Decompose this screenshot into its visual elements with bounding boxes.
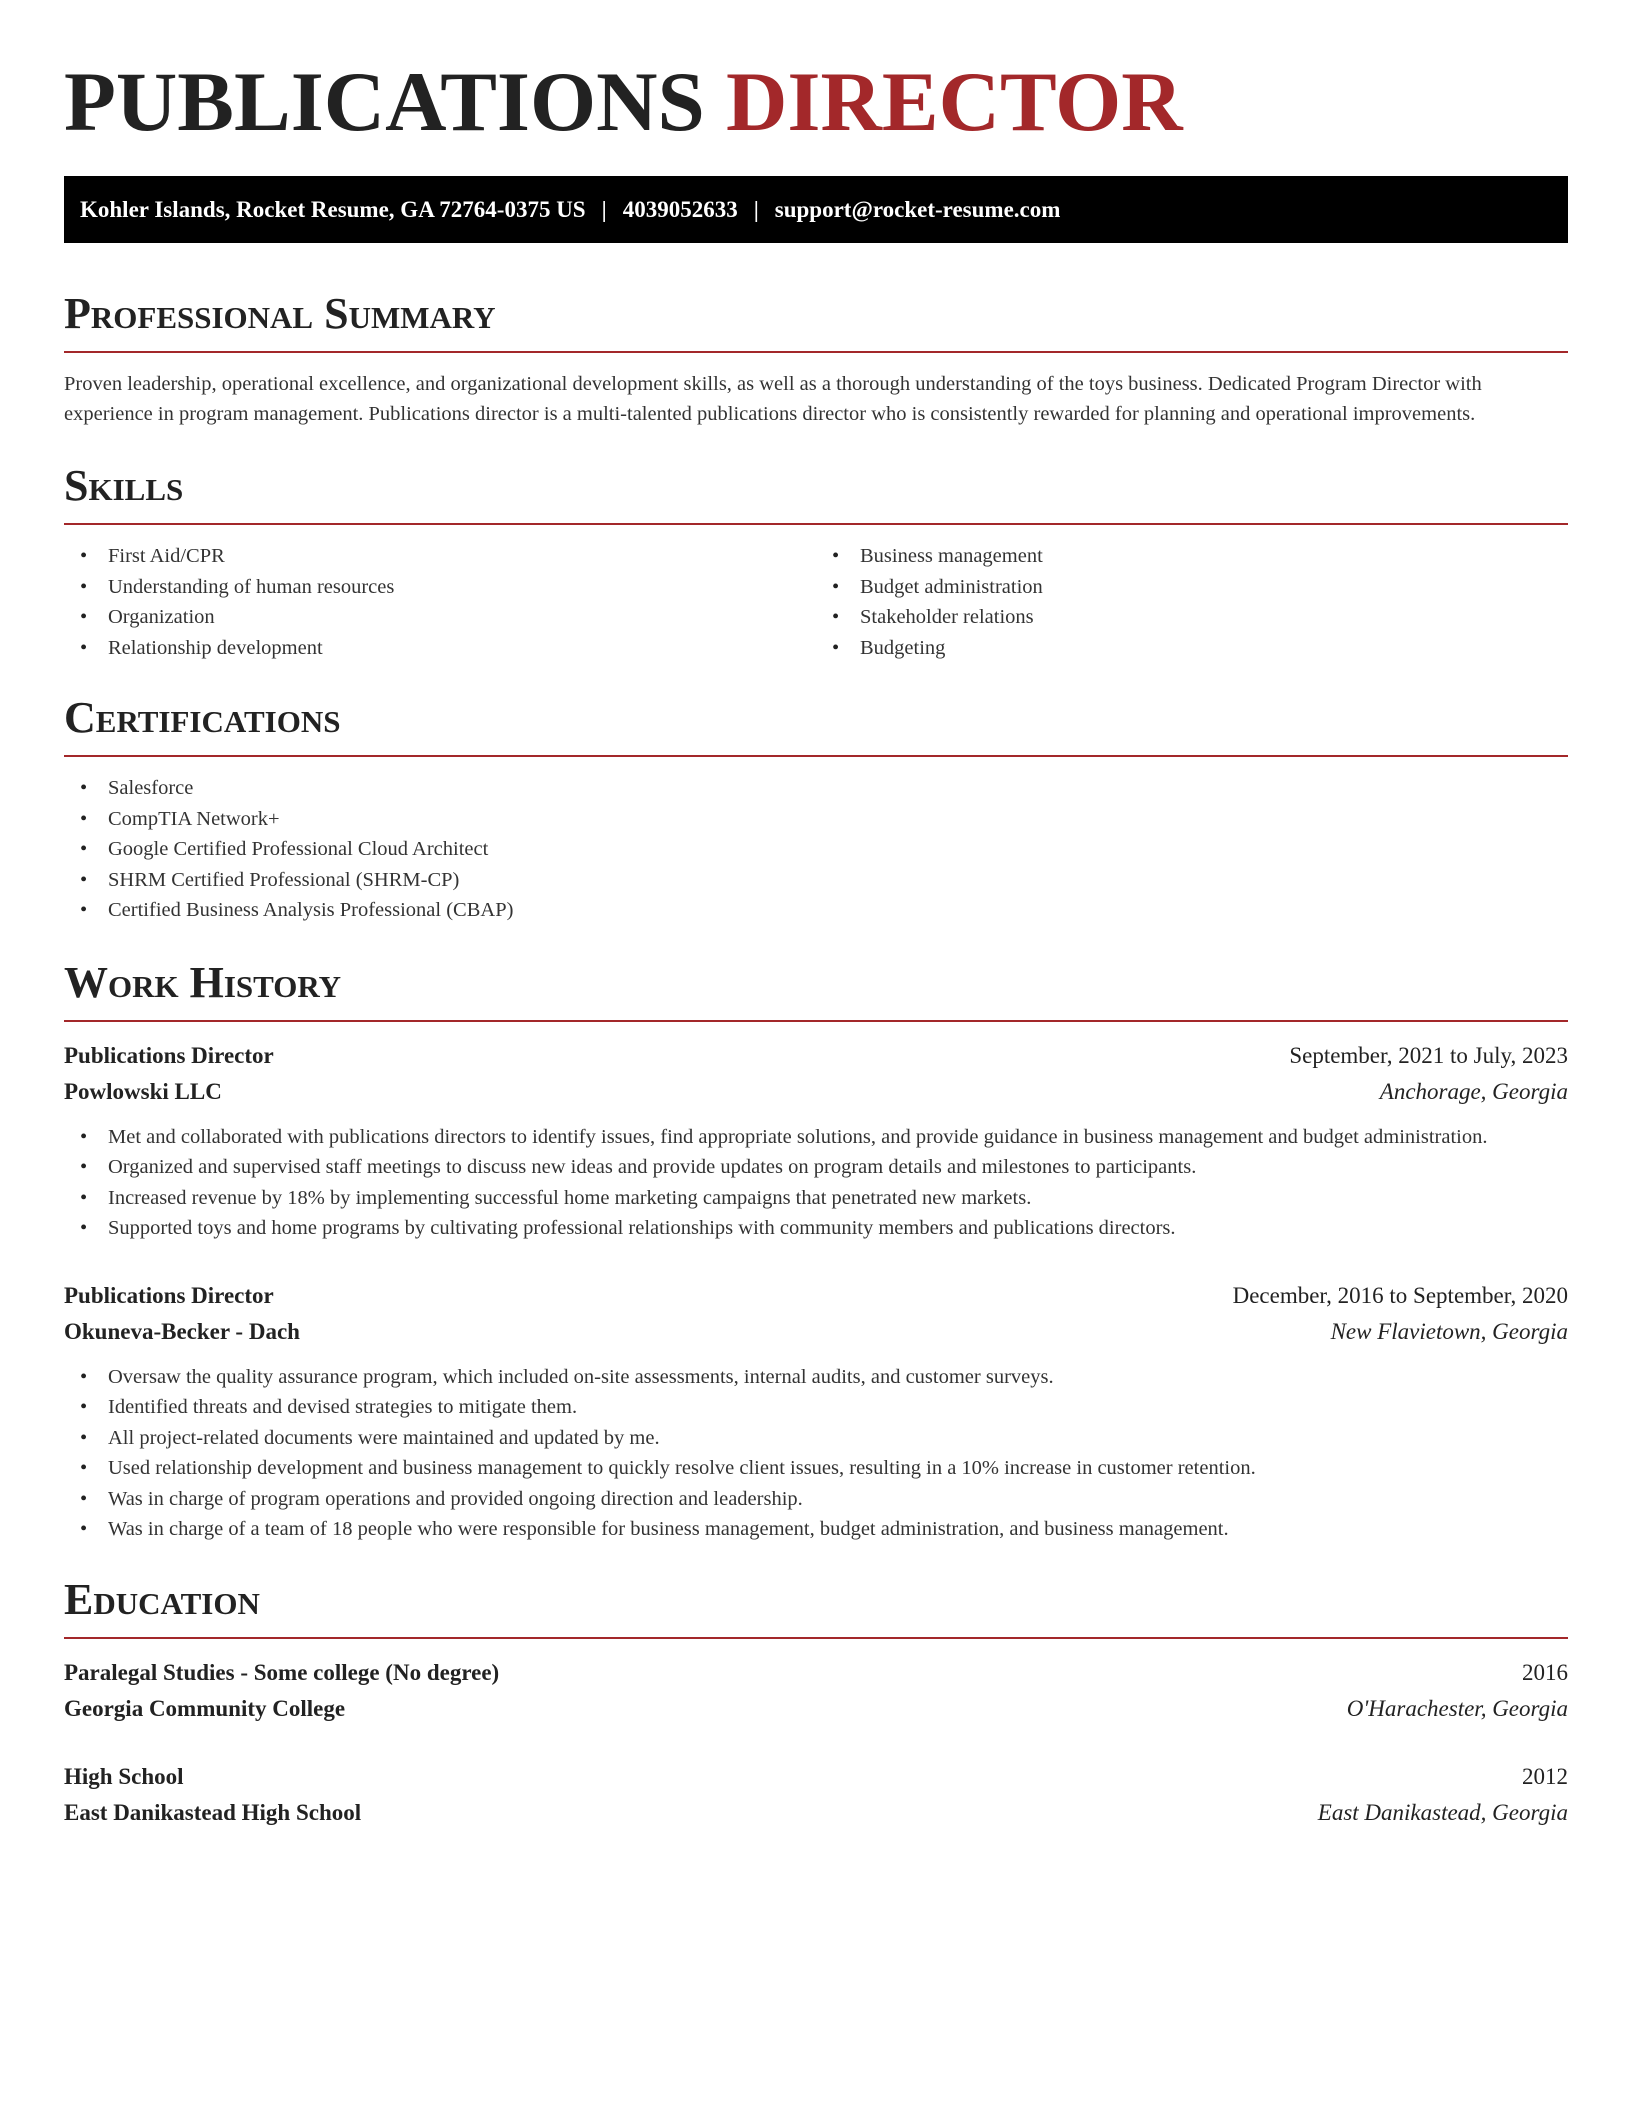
education-header-row (64, 1759, 1568, 1795)
education-heading: Education (64, 1573, 1568, 1639)
certification-item: • CompTIA Network+ (64, 804, 1568, 835)
skills-grid (64, 541, 1568, 663)
skills-heading: Skills (64, 459, 1568, 525)
contact-bar (64, 176, 1568, 243)
skill-item: • Relationship development (64, 633, 816, 664)
job-bullet: • Oversaw the quality assurance program, which included on-site assessments, internal audits, and customer surveys. (64, 1362, 1568, 1393)
education-degree: High School (64, 1763, 184, 1789)
job-company-row (64, 1074, 1568, 1110)
education-location: East Danikastead, Georgia (1317, 1799, 1568, 1825)
education-year: 2012 (1522, 1763, 1568, 1789)
job-company-row (64, 1314, 1568, 1350)
title-part-2: DIRECTOR (726, 55, 1183, 149)
skill-item: • First Aid/CPR (64, 541, 816, 572)
job-location: Anchorage, Georgia (1379, 1078, 1568, 1104)
skill-item: • Budgeting (816, 633, 1568, 664)
work-history-heading: Work History (64, 956, 1568, 1022)
contact-phone: 4039052633 (622, 196, 738, 222)
education-school: East Danikastead High School (64, 1799, 362, 1825)
education-school-row (64, 1795, 1568, 1831)
job-title: Publications Director (64, 1042, 274, 1068)
certification-item: • Certified Business Analysis Professional (CBAP) (64, 895, 1568, 926)
job-dates: December, 2016 to September, 2020 (1232, 1282, 1568, 1308)
summary-heading: Professional Summary (64, 287, 1568, 353)
contact-address: Kohler Islands, Rocket Resume, GA 72764-0375 US (80, 196, 586, 222)
job-entry (64, 1038, 1568, 1244)
job-bullet: • Supported toys and home programs by cultivating professional relationships with community members and publications directors. (64, 1213, 1568, 1244)
job-bullet: • Met and collaborated with publications directors to identify issues, find appropriate solutions, and provide guidance in business management and budget administration. (64, 1122, 1568, 1153)
job-header-row (64, 1278, 1568, 1314)
education-entry (64, 1759, 1568, 1831)
certification-item: • Salesforce (64, 773, 1568, 804)
resume-title (64, 0, 1568, 148)
skill-item: • Understanding of human resources (64, 572, 816, 603)
job-bullets (64, 1122, 1568, 1244)
education-school-row (64, 1691, 1568, 1727)
resume-page (64, 0, 1568, 1831)
certifications-section (64, 691, 1568, 926)
certifications-heading: Certifications (64, 691, 1568, 757)
job-bullet: • Organized and supervised staff meetings to discuss new ideas and provide updates on program details and milestones to participants. (64, 1152, 1568, 1183)
title-part-1: PUBLICATIONS (64, 55, 705, 149)
job-bullet: • Was in charge of program operations and provided ongoing direction and leadership. (64, 1484, 1568, 1515)
job-company: Powlowski LLC (64, 1078, 222, 1104)
education-year: 2016 (1522, 1659, 1568, 1685)
job-entry (64, 1278, 1568, 1545)
job-bullet: • Identified threats and devised strategies to mitigate them. (64, 1392, 1568, 1423)
education-location: O'Harachester, Georgia (1346, 1695, 1568, 1721)
certification-item: • SHRM Certified Professional (SHRM-CP) (64, 865, 1568, 896)
education-school: Georgia Community College (64, 1695, 346, 1721)
job-bullet: • Used relationship development and business management to quickly resolve client issues, resulting in a 10% increase in customer retention. (64, 1453, 1568, 1484)
contact-email: support@rocket-resume.com (774, 196, 1061, 222)
contact-separator: | (601, 196, 607, 222)
skills-section (64, 459, 1568, 663)
education-degree: Paralegal Studies - Some college (No degree) (64, 1659, 500, 1685)
summary-text: Proven leadership, operational excellence, and organizational development skills, as well as a thorough understanding of the toys business. Dedicated Program Director with experience in program management. Publications director is a multi-talented publications director who is consistently rewarded for planning and operational improvements. (64, 373, 1482, 425)
job-dates: September, 2021 to July, 2023 (1289, 1042, 1568, 1068)
education-header-row (64, 1655, 1568, 1691)
job-bullet: • Was in charge of a team of 18 people who were responsible for business management, budget administration, and business management. (64, 1514, 1568, 1545)
job-bullets (64, 1362, 1568, 1545)
job-title: Publications Director (64, 1282, 274, 1308)
summary-section (64, 287, 1568, 429)
skills-list-right (816, 541, 1568, 663)
skill-item: • Business management (816, 541, 1568, 572)
skill-item: • Organization (64, 602, 816, 633)
education-section (64, 1573, 1568, 1831)
contact-separator: | (753, 196, 759, 222)
job-company: Okuneva-Becker - Dach (64, 1318, 300, 1344)
certification-item: • Google Certified Professional Cloud Architect (64, 834, 1568, 865)
job-header-row (64, 1038, 1568, 1074)
skill-item: • Budget administration (816, 572, 1568, 603)
job-location: New Flavietown, Georgia (1330, 1318, 1568, 1344)
work-history-section (64, 956, 1568, 1545)
certifications-list (64, 773, 1568, 926)
education-entry (64, 1655, 1568, 1727)
job-bullet: • All project-related documents were maintained and updated by me. (64, 1423, 1568, 1454)
skills-list-left (64, 541, 816, 663)
job-bullet: • Increased revenue by 18% by implementing successful home marketing campaigns that penetrated new markets. (64, 1183, 1568, 1214)
skill-item: • Stakeholder relations (816, 602, 1568, 633)
